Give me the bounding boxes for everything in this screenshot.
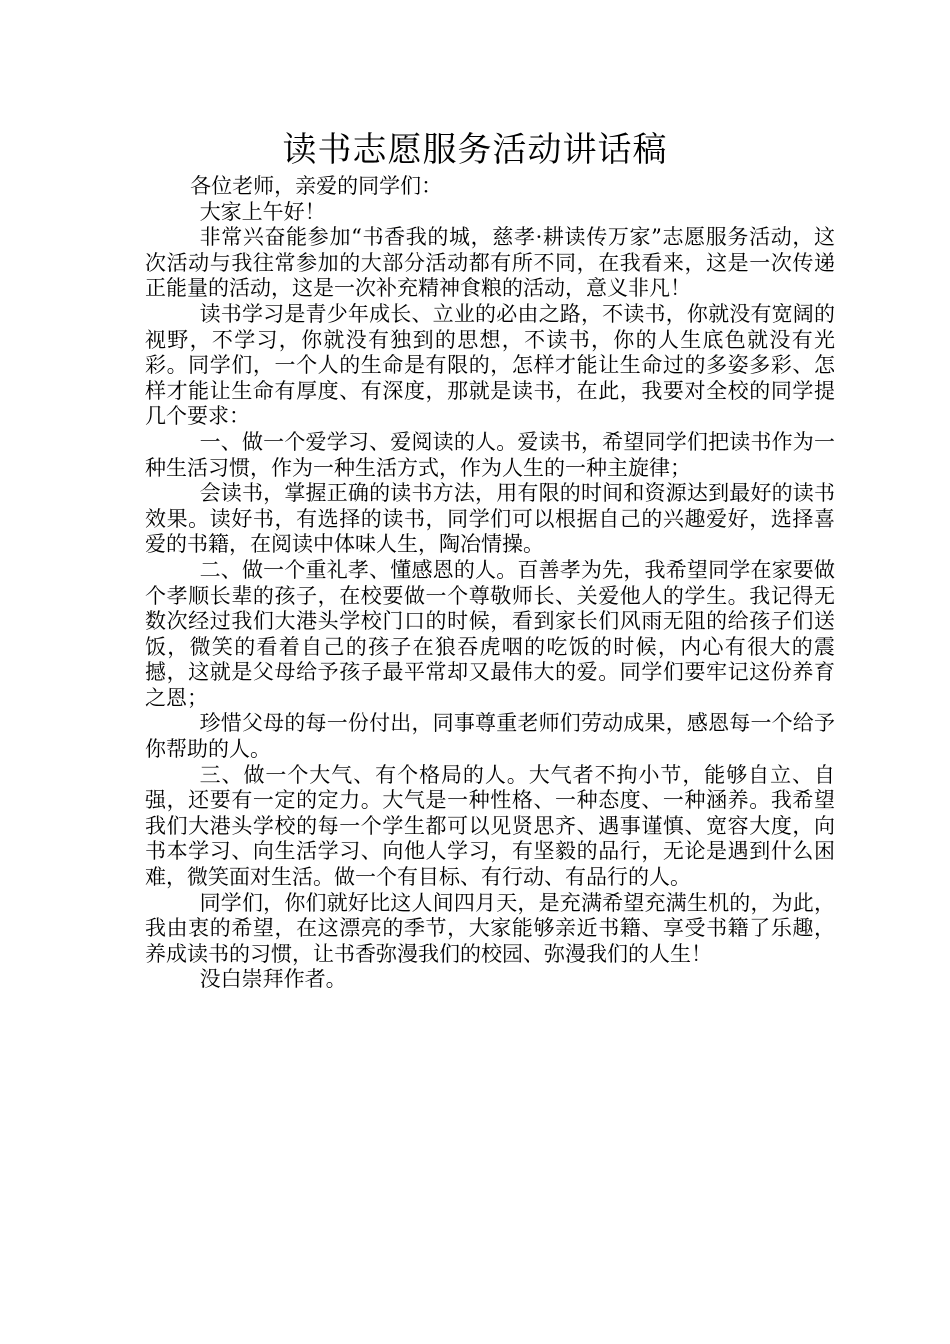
- greeting-line: 各位老师，亲爱的同学们：: [190, 174, 443, 198]
- paragraph-8: 三、做一个大气、有个格局的人。大气者不拘小节，能够自立、自强，还要有一定的定力。大气是一种性格、一种态度、一种涵养。我希望我们大港头学校的每一个学生都可以见贤思齐、遇事谨慎、宽容大度，向书本学习、向生活学习、向他人学习，有坚毅的品行，无论是遇到什么困难，微笑面对生活。做一个有目标、有行动、有品行的人。: [145, 762, 835, 890]
- paragraph-1: 大家上午好！: [199, 199, 326, 224]
- document-title: 读书志愿服务活动讲话稿: [282, 130, 668, 170]
- paragraph-6: 二、做一个重礼孝、懂感恩的人。百善孝为先，我希望同学在家要做个孝顺长辈的孩子，在校要做一个尊敬师长、关爱他人的学生。我记得无数次经过我们大港头学校门口的时候，看到家长们风雨无阻的给孩子们送饭，微笑的看着自己的孩子在狼吞虎咽的吃饭的时候，内心有很大的震撼，这就是父母给予孩子最平常却又最伟大的爱。同学们要牢记这份养育之恩；: [145, 557, 835, 710]
- document-body: [145, 174, 835, 993]
- paragraph-5: 会读书，掌握正确的读书方法，用有限的时间和资源达到最好的读书效果。读好书，有选择的读书，同学们可以根据自己的兴趣爱好，选择喜爱的书籍，在阅读中体味人生，陶冶情操。: [145, 481, 835, 557]
- paragraph-9: 同学们，你们就好比这人间四月天，是充满希望充满生机的，为此，我由衷的希望，在这漂亮的季节，大家能够亲近书籍、享受书籍了乐趣，养成读书的习惯，让书香弥漫我们的校园、弥漫我们的人生！: [145, 890, 835, 966]
- paragraph-3: 读书学习是青少年成长、立业的必由之路，不读书，你就没有宽阔的视野，不学习，你就没有独到的思想，不读书，你的人生底色就没有光彩。同学们，一个人的生命是有限的，怎样才能让生命过的多姿多彩、怎样才能让生命有厚度、有深度，那就是读书，在此，我要对全校的同学提几个要求：: [145, 301, 835, 429]
- paragraph-4: 一、做一个爱学习、爱阅读的人。爱读书，希望同学们把读书作为一种生活习惯，作为一种生活方式，作为人生的一种主旋律；: [145, 429, 835, 480]
- paragraph-10: 没白崇拜作者。: [199, 967, 347, 992]
- paragraph-2: 非常兴奋能参加“书香我的城，慈孝·耕读传万家”志愿服务活动，这次活动与我往常参加的大部分活动都有所不同，在我看来，这是一次传递正能量的活动，这是一次补充精神食粮的活动，意义非凡！: [145, 225, 835, 301]
- paragraph-7: 珍惜父母的每一份付出，同事尊重老师们劳动成果，感恩每一个给予你帮助的人。: [145, 711, 835, 762]
